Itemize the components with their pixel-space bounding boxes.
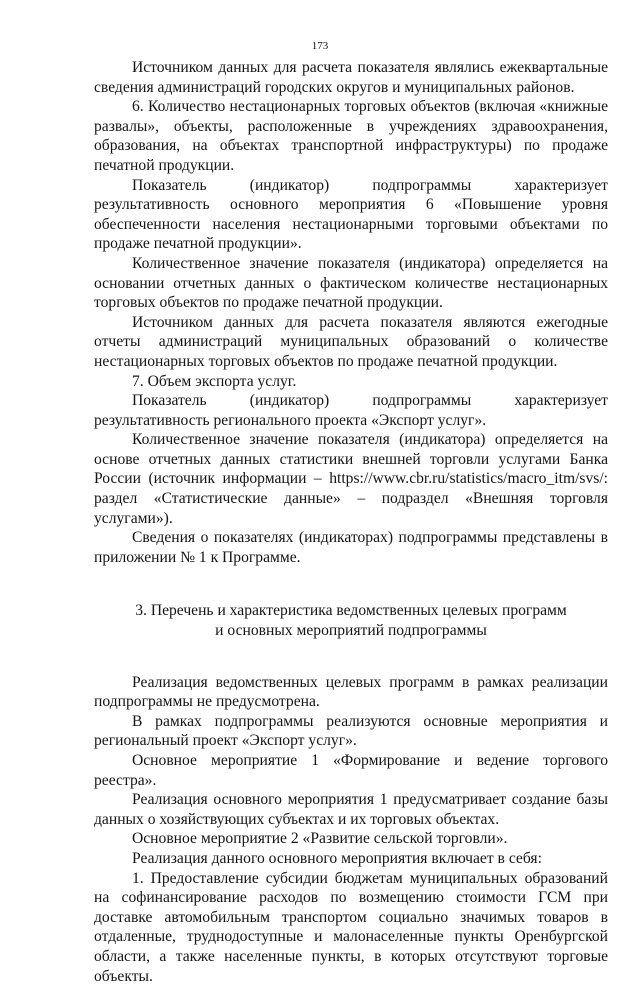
paragraph: 1. Предоставление субсидии бюджетам муниципальных образований на софинансирование расходов по возмещению стоимости ГСМ при доставке автомобильным транспортом социально значимых товаров в отдаленные, труднодоступные и малонаселенные пункты Оренбургской области, а также населенные пункты, в которых отсутствуют торговые объекты. bbox=[94, 869, 608, 985]
section-heading-line: и основных мероприятий подпрограммы bbox=[215, 622, 487, 640]
paragraph: Реализация данного основного мероприятия включает в себя: bbox=[132, 849, 542, 867]
paragraph: Реализация основного мероприятия 1 предусматривает создание базы данных о хозяйствующих субъектах и их торговых объектах. bbox=[94, 791, 608, 828]
paragraph: Количественное значение показателя (индикатора) определяется на основе отчетных данных статистики внешней торговли услугами Банка России (источник информации – https://www.cbr.ru/statistics/macro_itm/svs/: раздел «Статистические данные» – подраздел «Внешняя торговля услугами»). bbox=[94, 431, 608, 527]
paragraph: Источником данных для расчета показателя являлись ежеквартальные сведения администраций городских округов и муниципальных районов. bbox=[94, 59, 608, 96]
paragraph: Основное мероприятие 2 «Развитие сельской торговли». bbox=[132, 830, 508, 848]
document-body bbox=[94, 58, 608, 986]
paragraph: 6. Количество нестационарных торговых объектов (включая «книжные развалы», объекты, расположенные в учреждениях здравоохранения, образования, на объектах транспортной инфраструктуры) по продаже печатной продукции. bbox=[94, 98, 608, 174]
paragraph: В рамках подпрограммы реализуются основные мероприятия и региональный проект «Экспорт услуг». bbox=[94, 712, 608, 750]
paragraph: Источником данных для расчета показателя являются ежегодные отчеты администраций муниципальных образований о количестве нестационарных торговых объектов по продаже печатной продукции. bbox=[94, 313, 608, 370]
paragraph: Реализация ведомственных целевых программ в рамках реализации подпрограммы не предусмотрена. bbox=[94, 673, 608, 711]
section-heading bbox=[94, 601, 608, 640]
paragraph: Количественное значение показателя (индикатора) определяется на основании отчетных данных о фактическом количестве нестационарных торговых объектов по продаже печатной продукции. bbox=[94, 254, 608, 312]
paragraph: 7. Объем экспорта услуг. bbox=[132, 372, 297, 390]
paragraph: Показатель (индикатор) подпрограммы характеризует результативность основного мероприятия 6 «Повышение уровня обеспеченности населения нестационарными торговыми объектами по продаже печатной продукции». bbox=[94, 176, 608, 253]
paragraph: Сведения о показателях (индикаторах) подпрограммы представлены в приложении № 1 к Программе. bbox=[94, 529, 608, 566]
paragraph: Основное мероприятие 1 «Формирование и ведение торгового реестра». bbox=[94, 752, 608, 789]
section-heading-line: 3. Перечень и характеристика ведомственных целевых программ bbox=[135, 602, 567, 620]
page-number: 173 bbox=[311, 40, 329, 52]
paragraph: Показатель (индикатор) подпрограммы характеризует результативность регионального проекта «Экспорт услуг». bbox=[94, 392, 608, 429]
